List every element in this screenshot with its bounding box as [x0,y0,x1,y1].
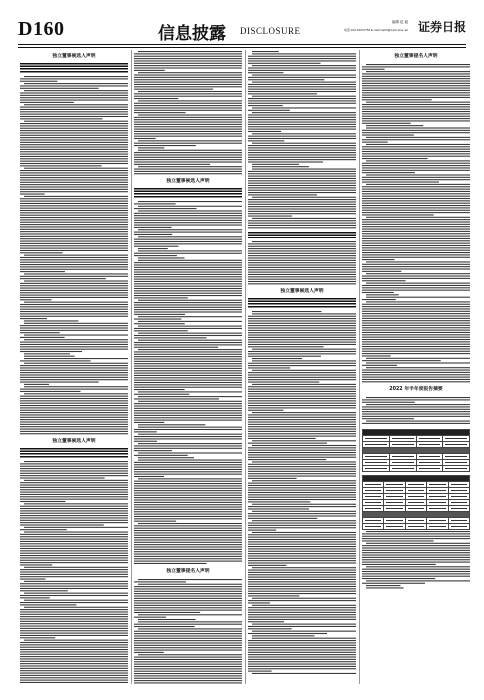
column-1 [20,50,128,684]
notice-title: 独立董事提名人声明 [394,54,438,59]
body-text-block [134,50,242,175]
notice-title: 独立董事提名人声明 [166,569,210,574]
section-title-cn: 信息披露 [158,24,226,44]
notice-lead-text [20,448,128,458]
notice-title: 2022 年半年度报告摘要 [389,387,443,392]
column-2 [134,50,242,684]
newspaper-logo: 证券日报 [417,20,466,34]
notice-title: 独立董事候选人声明 [52,54,96,59]
contact-info: 电话:010-63070756 E-mail:zqrb9@zqrb.sina.net [343,28,408,32]
column-3 [248,50,356,684]
notice-title: 独立董事候选人声明 [166,179,210,184]
notice-emphasis-text [248,232,356,238]
financial-summary-table [362,429,470,472]
masthead-rule-thin [18,47,466,48]
column-divider [359,50,360,684]
body-text-block [362,530,470,590]
body-text-block [362,396,470,426]
body-text-block [248,50,356,230]
notice-title: 独立董事候选人声明 [52,439,96,444]
notice-lead-text [134,188,242,198]
notice-title: 独立董事候选人声明 [280,289,324,294]
column-divider [245,50,246,684]
masthead [18,18,466,42]
notice-lead-text [248,298,356,308]
column-4 [362,50,470,684]
page-number: D160 [18,18,65,40]
body-text-block [20,75,128,435]
body-text-block [248,310,356,675]
column-divider [131,50,132,684]
body-text-block [248,240,356,285]
body-text-block [362,63,470,383]
editor-credit: 编辑 赵 毅 [392,20,408,24]
body-text-block [20,460,128,684]
section-title-en: DISCLOSURE [240,26,301,36]
body-text-block [134,578,242,684]
shareholder-table [362,475,470,530]
masthead-rule [18,44,466,45]
notice-lead-text [20,63,128,73]
body-text-block [134,200,242,565]
